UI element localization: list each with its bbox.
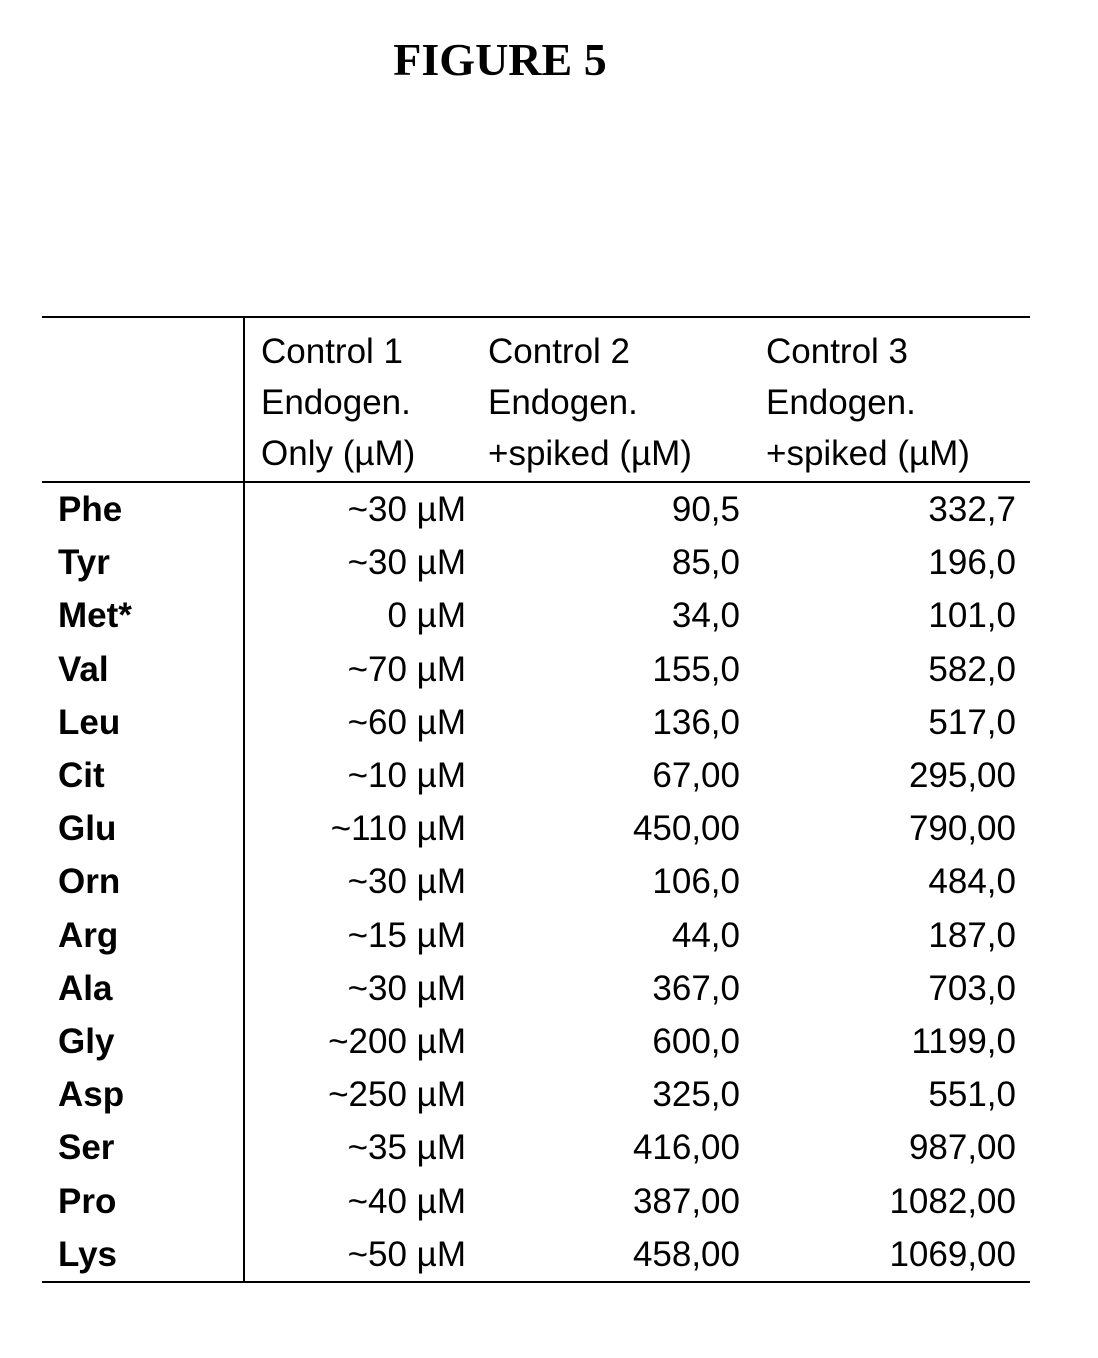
control-3-value: 517,0 [928, 702, 1016, 742]
control-2-value: 416,00 [632, 1128, 740, 1168]
table-row [42, 962, 1030, 1015]
row-label: Asp [42, 1068, 244, 1121]
control-1-value: 0 µM [387, 596, 466, 636]
row-label: Orn [42, 855, 244, 908]
control-1-value: ~30 µM [347, 490, 466, 529]
control-3-value: 196,0 [928, 543, 1016, 583]
control-2-value: 458,00 [632, 1234, 740, 1274]
control-2-value: 90,5 [671, 490, 740, 529]
row-label: Tyr [42, 536, 244, 589]
control-1-value: ~30 µM [347, 862, 466, 902]
row-label: Glu [42, 802, 244, 855]
table-row [42, 802, 1030, 855]
control-3-value: 187,0 [928, 915, 1016, 955]
control-2-value: 136,0 [652, 702, 740, 742]
control-3-value: 551,0 [928, 1075, 1016, 1115]
table-row [42, 909, 1030, 962]
row-label: Leu [42, 696, 244, 749]
control-2-value: 387,00 [632, 1181, 740, 1221]
control-1-value: ~110 µM [330, 809, 466, 849]
control-3-value: 790,00 [908, 809, 1016, 849]
control-1-value: ~250 µM [328, 1075, 466, 1115]
row-label: Ser [42, 1121, 244, 1174]
table-row [42, 1121, 1030, 1174]
table-row [42, 696, 1030, 749]
control-1-value: ~40 µM [347, 1181, 466, 1221]
control-1-value: ~50 µM [347, 1234, 466, 1274]
table-row [42, 536, 1030, 589]
control-1-value: ~30 µM [347, 543, 466, 583]
row-label: Pro [42, 1175, 244, 1228]
row-label: Lys [42, 1228, 244, 1282]
table-body [42, 482, 1030, 1282]
header-control-1-line-1: Control 1 [261, 332, 404, 371]
control-3-value: 332,7 [928, 490, 1016, 529]
control-2-value: 600,0 [652, 1022, 740, 1062]
table-row [42, 643, 1030, 696]
row-label: Arg [42, 909, 244, 962]
control-1-value: ~200 µM [328, 1022, 466, 1062]
control-1-value: ~60 µM [347, 702, 466, 742]
amino-acid-table-container [42, 316, 1030, 1283]
control-2-value: 155,0 [652, 649, 740, 689]
control-3-value: 1069,00 [889, 1234, 1016, 1274]
table-row [42, 749, 1030, 802]
header-control-3 [750, 317, 1030, 482]
row-label: Val [42, 643, 244, 696]
header-control-2-line-2: Endogen. [488, 383, 638, 422]
control-1-value: ~70 µM [347, 649, 466, 689]
control-3-value: 295,00 [908, 756, 1016, 796]
control-2-value: 106,0 [652, 862, 740, 902]
header-control-3-line-2: Endogen. [766, 383, 916, 422]
row-label: Phe [42, 482, 244, 536]
control-2-value: 44,0 [671, 915, 740, 955]
row-label: Gly [42, 1015, 244, 1068]
table-row [42, 482, 1030, 536]
header-control-1-line-2: Endogen. [261, 383, 411, 422]
control-3-value: 703,0 [928, 968, 1016, 1008]
control-1-value: ~10 µM [347, 756, 466, 796]
control-2-value: 67,00 [652, 756, 740, 796]
figure-title: FIGURE 5 [393, 34, 607, 85]
header-control-2-line-3: +spiked (µM) [488, 434, 692, 473]
row-label: Cit [42, 749, 244, 802]
control-2-value: 34,0 [671, 596, 740, 636]
table-row [42, 855, 1030, 908]
table-row [42, 1228, 1030, 1282]
header-empty-cell [42, 317, 244, 482]
control-2-value: 450,00 [632, 809, 740, 849]
control-1-value: ~30 µM [347, 968, 466, 1008]
control-2-value: 367,0 [652, 968, 740, 1008]
header-control-2 [472, 317, 750, 482]
table-row [42, 1068, 1030, 1121]
header-control-2-line-1: Control 2 [488, 332, 631, 371]
header-control-1 [244, 317, 472, 482]
control-3-value: 1082,00 [889, 1181, 1016, 1221]
row-label: Met* [42, 589, 244, 642]
control-3-value: 484,0 [928, 862, 1016, 902]
row-label: Ala [42, 962, 244, 1015]
table-header-row [42, 317, 1030, 482]
control-1-value: ~35 µM [347, 1128, 466, 1168]
header-control-1-line-3: Only (µM) [261, 434, 416, 473]
table-row [42, 1015, 1030, 1068]
control-3-value: 582,0 [928, 649, 1016, 689]
control-1-value: ~15 µM [347, 915, 466, 955]
header-control-3-line-1: Control 3 [766, 332, 909, 371]
amino-acid-table [42, 316, 1030, 1283]
header-control-3-line-3: +spiked (µM) [766, 434, 970, 473]
control-3-value: 1199,0 [911, 1022, 1016, 1062]
table-row [42, 1175, 1030, 1228]
control-2-value: 85,0 [671, 543, 740, 583]
table-row [42, 589, 1030, 642]
control-2-value: 325,0 [652, 1075, 740, 1115]
control-3-value: 987,00 [908, 1128, 1016, 1168]
control-3-value: 101,0 [928, 596, 1016, 636]
